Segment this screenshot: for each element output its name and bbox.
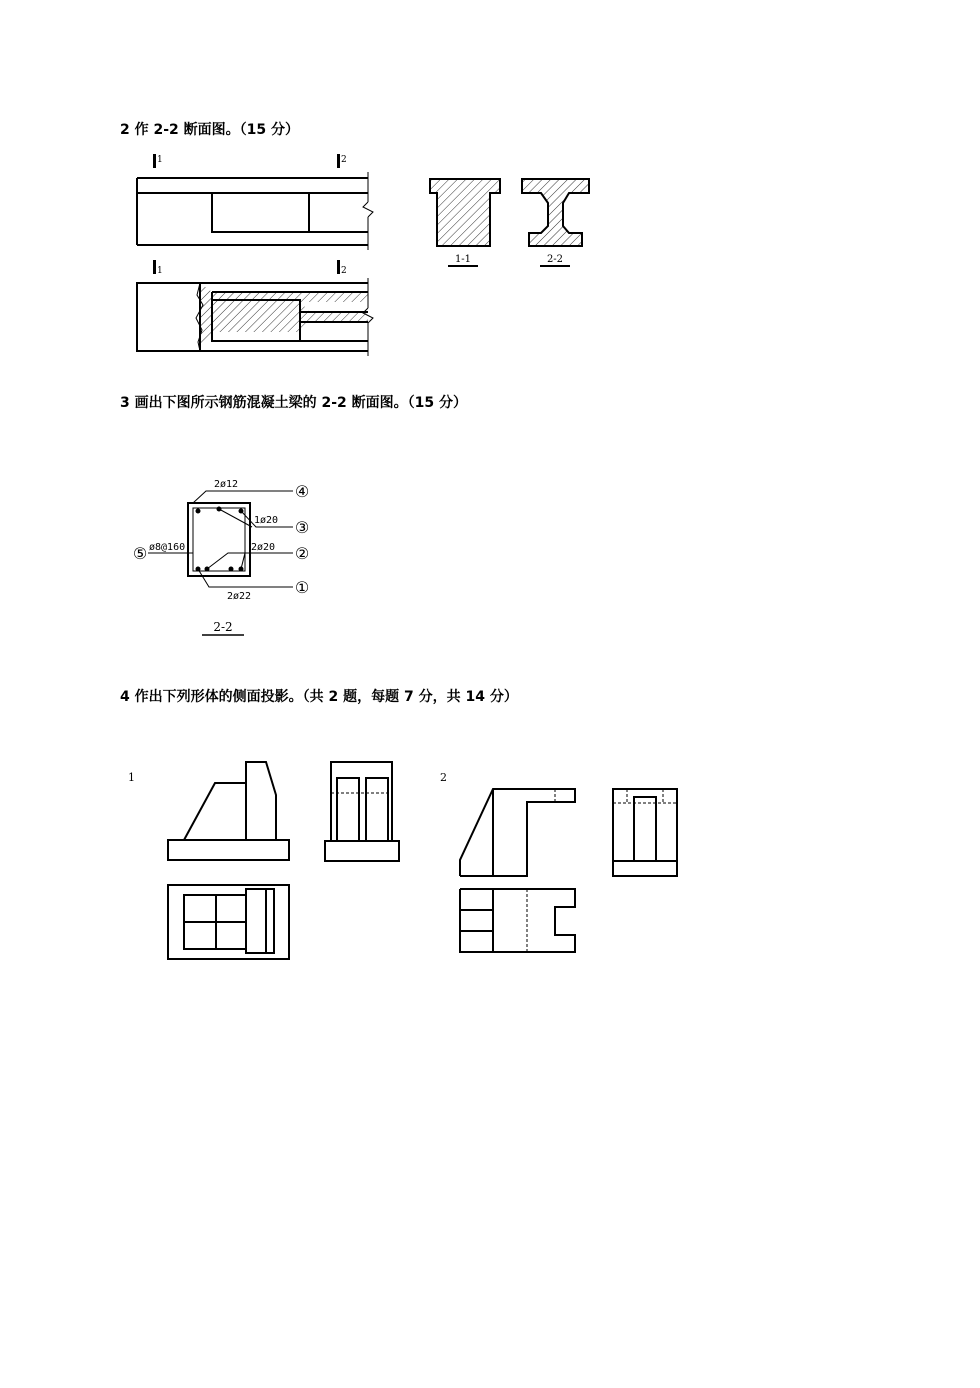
q2-beam-plan [137, 278, 373, 356]
q2-break-line [363, 172, 373, 250]
callout-2: ② [294, 544, 310, 563]
q3-beam-section [133, 479, 309, 635]
bent-bar-label: 1ø20 [254, 515, 279, 526]
callout-5: ⑤ [132, 544, 148, 563]
callout-1: ① [294, 578, 310, 597]
p1-top-view [168, 885, 289, 959]
problem-1-number: 1 [128, 771, 135, 784]
callout-4: ④ [294, 482, 310, 501]
p1-front-view [168, 762, 289, 860]
p2-side-view [613, 789, 677, 876]
cut-mark-2-bottom: 2 [341, 266, 347, 276]
q2-beam-elevation [137, 178, 368, 245]
top-bar-left [196, 509, 201, 514]
section-2-2-label: 2-2 [546, 254, 564, 265]
p2-top-view [460, 889, 575, 952]
q3-section-label: 2-2 [213, 620, 233, 634]
mid-bar-label: 2ø20 [251, 542, 276, 553]
p1-side-view [325, 762, 399, 861]
callout-3: ③ [294, 518, 310, 537]
stirrup-label: ø8@160 [149, 542, 186, 553]
q2-section-2-2 [522, 179, 589, 266]
q2-cut-marks-lower [153, 260, 347, 276]
cut-mark-1-bottom: 1 [157, 266, 163, 276]
question-2-title: 2 作 2-2 断面图。（15 分） [120, 122, 300, 138]
cut-mark-1-top: 1 [157, 155, 163, 165]
question-4-title: 4 作出下列形体的侧面投影。（共 2 题，每题 7 分，共 14 分） [120, 689, 518, 705]
bottom-bar-mid-right [229, 567, 234, 572]
q2-cut-marks-upper [153, 154, 347, 168]
top-bar-label: 2ø12 [213, 479, 239, 490]
bottom-bar-label: 2ø22 [226, 591, 252, 602]
section-1-1-label: 1-1 [454, 254, 472, 265]
problem-2-number: 2 [440, 771, 447, 784]
p2-front-view [460, 789, 575, 876]
q2-section-1-1 [430, 179, 500, 266]
cut-mark-2-top: 2 [341, 155, 347, 165]
question-3-title: 3 画出下图所示钢筋混凝土梁的 2-2 断面图。（15 分） [120, 395, 468, 411]
